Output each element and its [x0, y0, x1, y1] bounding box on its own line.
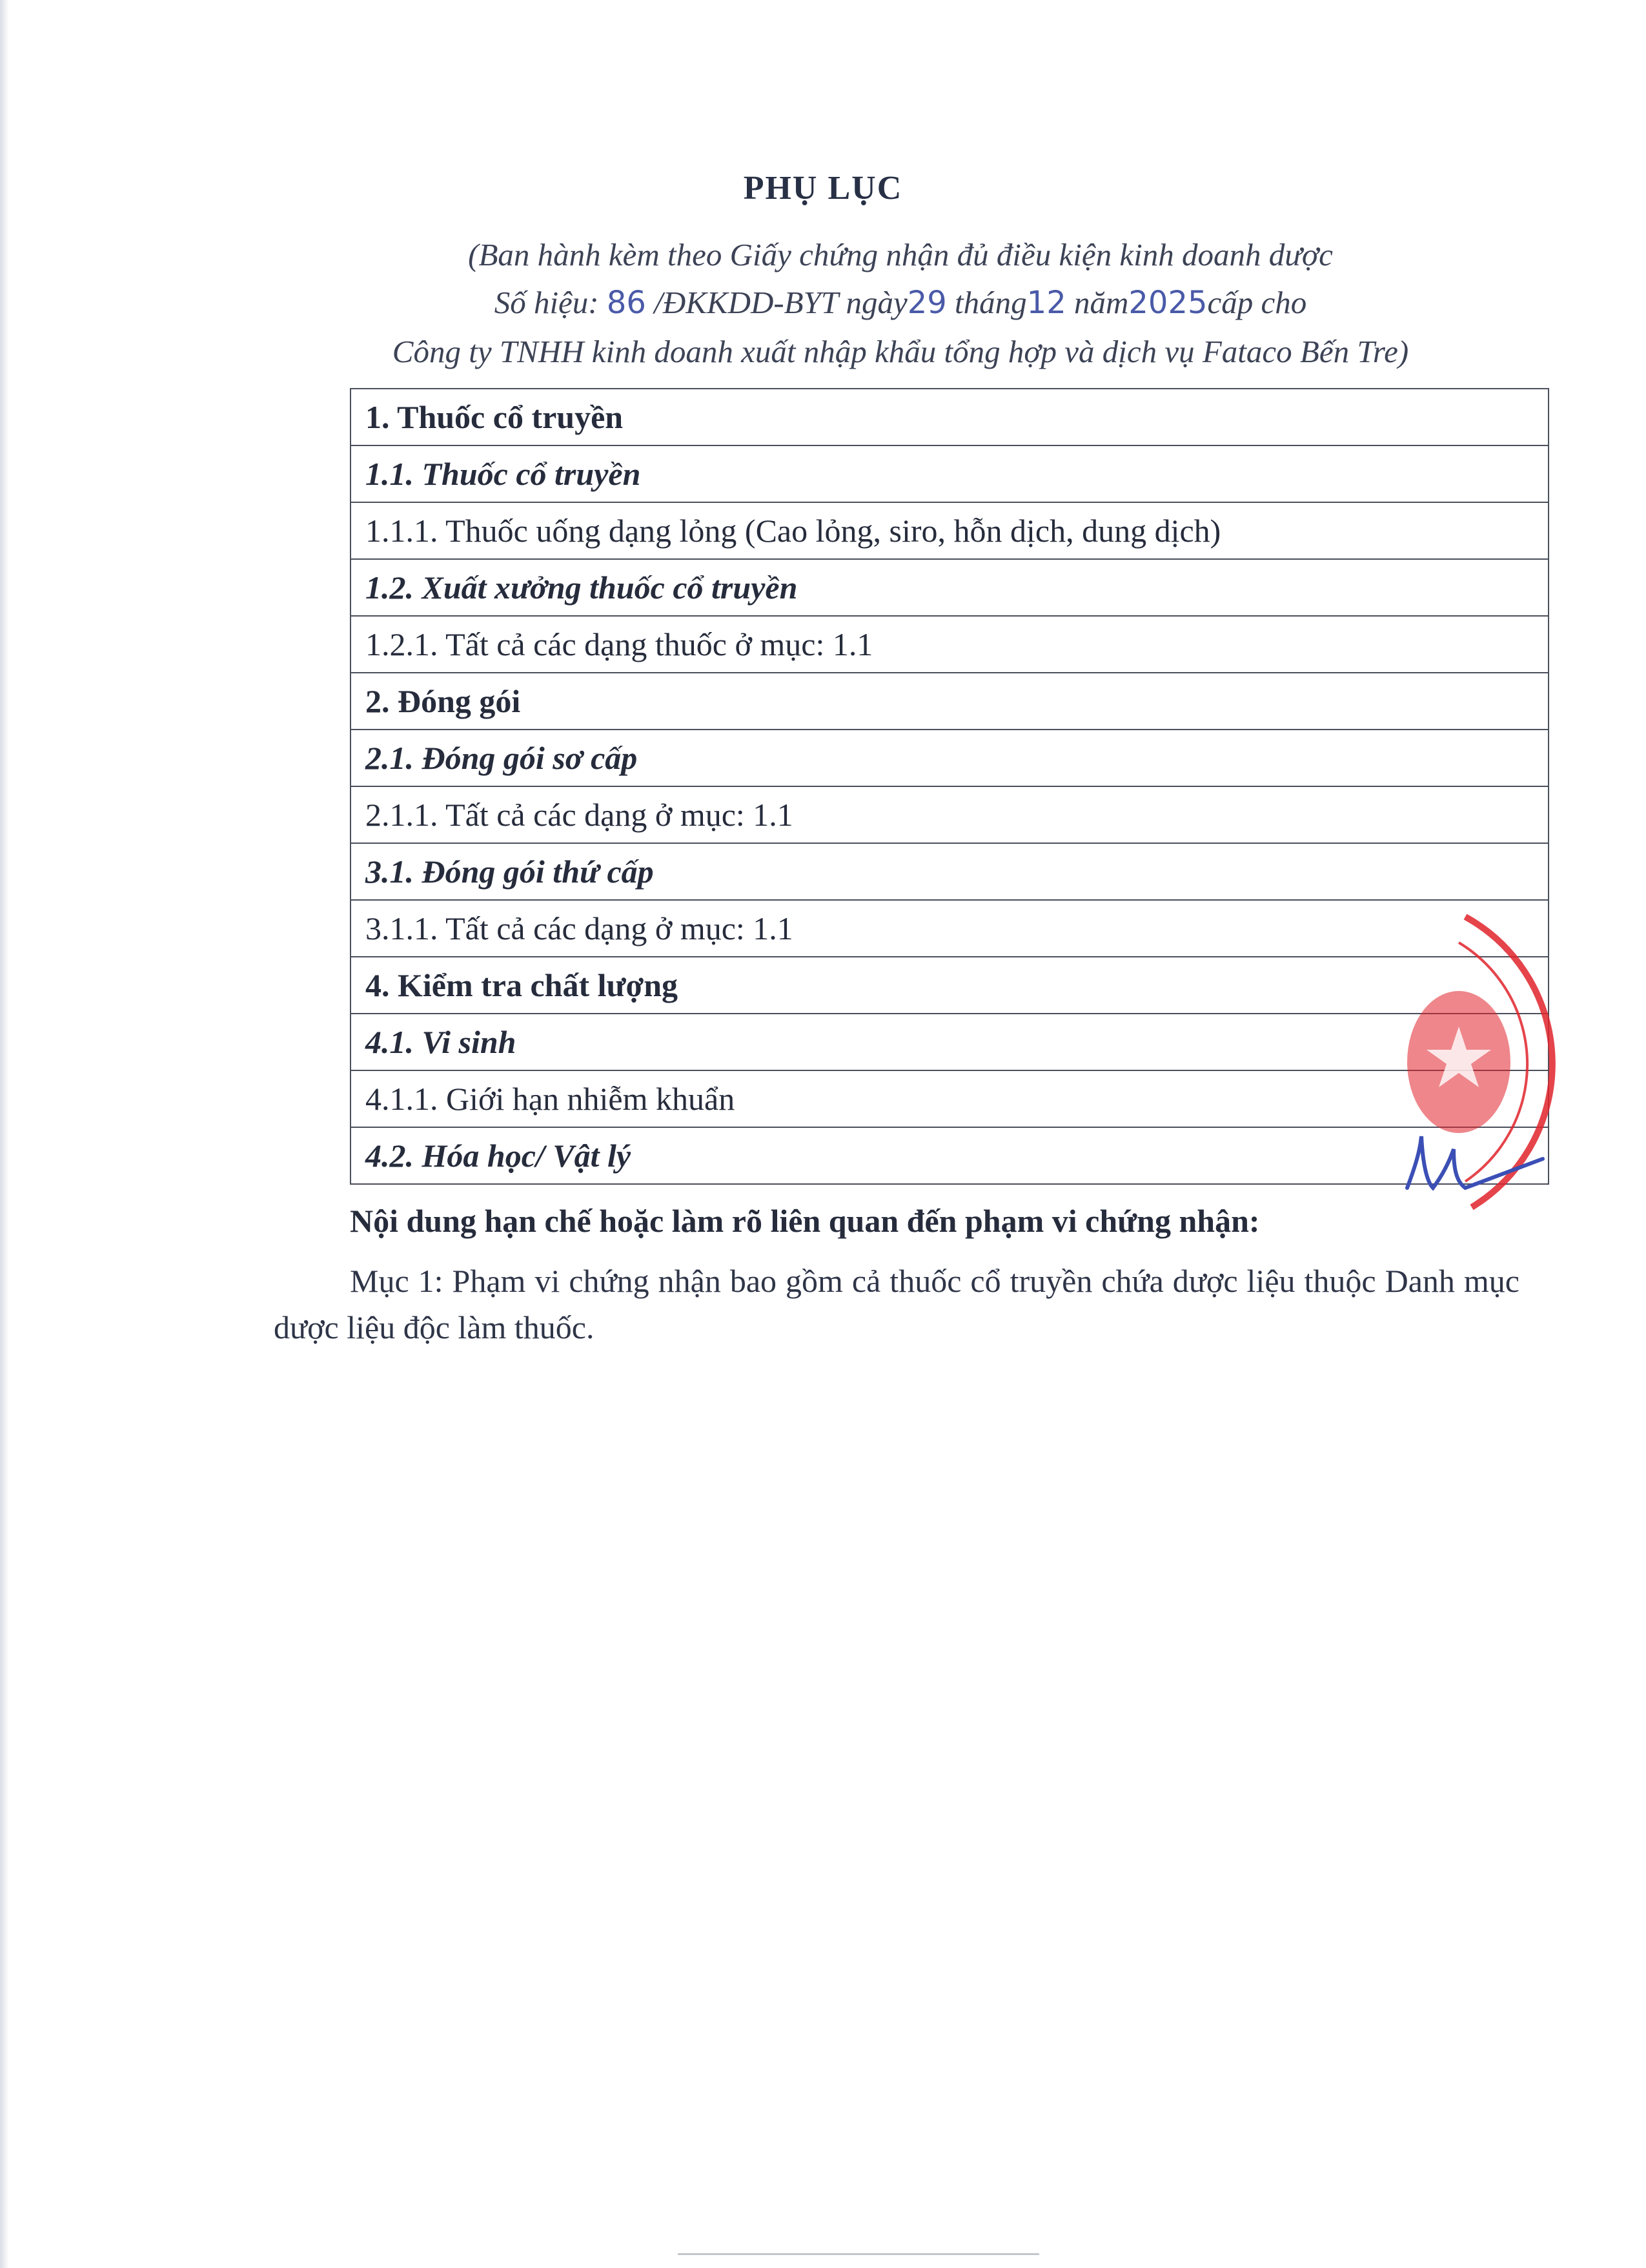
license-year-handwritten: 2025	[1128, 285, 1208, 321]
table-row	[351, 502, 1549, 559]
subtitle-line-1: (Ban hành kèm theo Giấy chứng nhận đủ điều kiện kinh doanh dược	[468, 237, 1333, 272]
table-cell: 1.2. Xuất xưởng thuốc cổ truyền	[351, 559, 1549, 616]
table-cell: 1.1. Thuốc cổ truyền	[351, 445, 1549, 502]
table-cell: 1.1.1. Thuốc uống dạng lỏng (Cao lỏng, siro, hỗn dịch, dung dịch)	[351, 502, 1549, 559]
table-row	[351, 1070, 1549, 1127]
table-cell: 2. Đóng gói	[351, 673, 1549, 730]
month-label: tháng	[946, 285, 1027, 320]
table-cell: 2.1.1. Tất cả các dạng ở mục: 1.1	[351, 786, 1549, 843]
table-row	[351, 900, 1549, 957]
table-row	[351, 389, 1549, 445]
year-label: năm	[1066, 285, 1129, 320]
table-row	[351, 673, 1549, 730]
license-code: /ĐKKDD-BYT ngày	[645, 285, 908, 320]
document-title: PHỤ LỤC	[743, 170, 903, 207]
table-row	[351, 1014, 1549, 1070]
table-row	[351, 957, 1549, 1014]
license-month-handwritten: 12	[1026, 285, 1066, 321]
scan-artifact-line	[678, 2253, 1039, 2255]
table-cell: 3.1.1. Tất cả các dạng ở mục: 1.1	[351, 900, 1549, 957]
subtitle-line-3: Công ty TNHH kinh doanh xuất nhập khẩu tổng hợp và dịch vụ Fataco Bến Tre)	[392, 334, 1409, 369]
table-cell: 1. Thuốc cổ truyền	[351, 389, 1549, 445]
license-number-handwritten: 86	[606, 285, 646, 321]
table-cell: 4.1. Vi sinh	[351, 1014, 1549, 1070]
scope-table	[350, 388, 1549, 1185]
table-row	[351, 559, 1549, 616]
restrictions-paragraph: Mục 1: Phạm vi chứng nhận bao gồm cả thuốc cổ truyền chứa dược liệu thuộc Danh mục dược liệu độc làm thuốc.	[274, 1263, 1519, 1345]
table-row	[351, 445, 1549, 502]
table-row	[351, 730, 1549, 786]
license-day-handwritten: 29	[907, 285, 947, 321]
restrictions-heading: Nội dung hạn chế hoặc làm rõ liên quan đến phạm vi chứng nhận:	[350, 1203, 1260, 1239]
red-seal-stamp-icon	[1381, 904, 1627, 1240]
subtitle-line-2	[310, 284, 1491, 321]
table-row	[351, 843, 1549, 900]
table-cell: 3.1. Đóng gói thứ cấp	[351, 843, 1549, 900]
table-cell: 2.1. Đóng gói sơ cấp	[351, 730, 1549, 786]
issued-to-label: cấp cho	[1207, 285, 1307, 320]
license-prefix: Số hiệu:	[494, 285, 607, 320]
table-cell: 1.2.1. Tất cả các dạng thuốc ở mục: 1.1	[351, 616, 1549, 673]
table-cell: 4.2. Hóa học/ Vật lý	[351, 1127, 1549, 1184]
table-cell: 4. Kiểm tra chất lượng	[351, 957, 1549, 1014]
scan-edge-shadow	[0, 0, 9, 2268]
table-cell: 4.1.1. Giới hạn nhiễm khuẩn	[351, 1070, 1549, 1127]
table-row	[351, 616, 1549, 673]
table-row	[351, 786, 1549, 843]
table-row	[351, 1127, 1549, 1184]
